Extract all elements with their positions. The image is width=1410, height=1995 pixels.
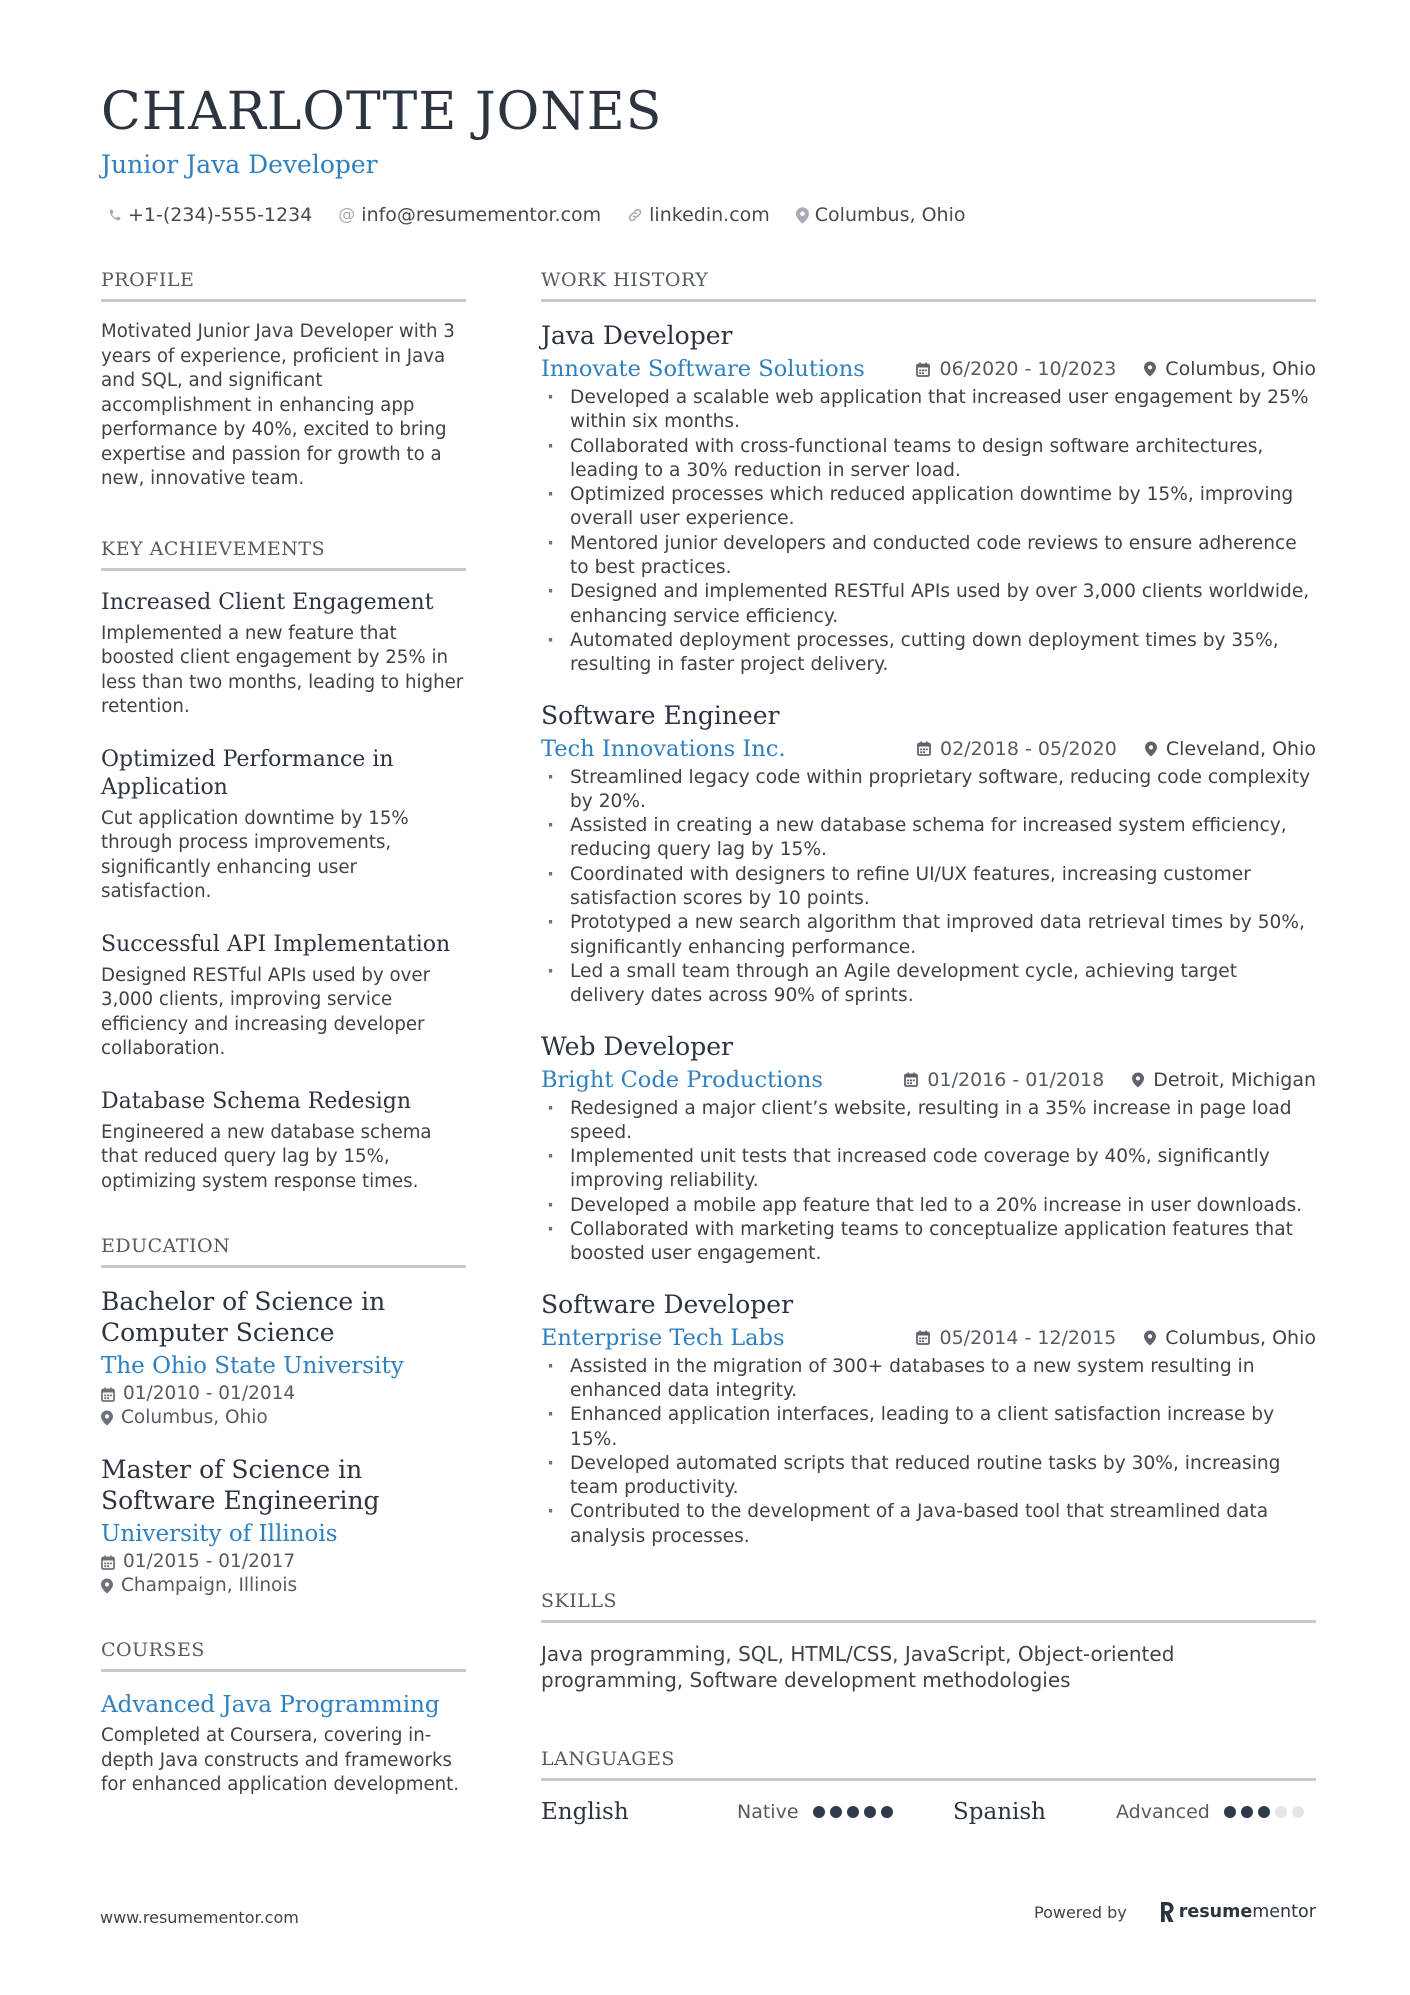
education-dates	[101, 1382, 466, 1406]
list-item: · Contributed to the development of a Java-based tool that streamlined data analysis processes.	[541, 1500, 1316, 1549]
courses-section	[101, 1638, 466, 1798]
profile-section	[101, 268, 466, 492]
section-heading-profile: PROFILE	[101, 268, 466, 302]
language-name: English	[541, 1798, 629, 1825]
skills-section	[541, 1589, 1316, 1693]
map-pin-icon	[1144, 1330, 1156, 1346]
brand-name-a: resume	[1178, 1902, 1253, 1922]
section-heading-work: WORK HISTORY	[541, 268, 1316, 302]
achievement-text: Engineered a new database schema that reduced query lag by 15%, optimizing system response times.	[101, 1121, 432, 1192]
list-item: · Redesigned a major client’s website, resulting in a 35% increase in page load speed.	[541, 1097, 1316, 1146]
job-dates: 01/2016 - 01/2018	[927, 1068, 1105, 1091]
contact-phone-text: +1-(234)-555-1234	[128, 204, 313, 226]
rating-dot-filled	[847, 1806, 859, 1818]
education-school: University of Illinois	[101, 1521, 338, 1547]
calendar-icon	[916, 1330, 930, 1345]
rating-dot-filled	[813, 1806, 825, 1818]
achievement-item	[101, 931, 466, 1062]
education-dates-text: 01/2010 - 01/2014	[123, 1383, 296, 1404]
list-item: · Designed and implemented RESTful APIs used by over 3,000 clients worldwide, enhancing service efficiency.	[541, 580, 1316, 629]
education-location	[101, 1574, 466, 1598]
job-company: Enterprise Tech Labs	[541, 1324, 785, 1351]
list-item: · Mentored junior developers and conducted code reviews to ensure adherence to best practices.	[541, 532, 1316, 581]
education-dates	[101, 1550, 466, 1574]
list-item: · Assisted in the migration of 300+ databases to a new system resulting in enhanced data integrity.	[541, 1355, 1316, 1404]
achievements-section	[101, 537, 466, 1195]
languages-section	[541, 1747, 1316, 1825]
course-text: Completed at Coursera, covering in-depth Java constructs and frameworks for enhanced application development.	[101, 1725, 460, 1795]
language-rating	[1224, 1806, 1309, 1818]
job-location: Columbus, Ohio	[1165, 1326, 1316, 1349]
job-bullets	[541, 766, 1316, 1009]
language-level: Advanced	[1116, 1800, 1210, 1823]
list-item: · Led a small team through an Agile development cycle, achieving target delivery dates across 90% of sprints.	[541, 960, 1316, 1009]
profile-text: Motivated Junior Java Developer with 3 years of experience, proficient in Java and SQL, and significant accomplishment in enhancing app performance by 40%, excited to bring expertise and passion for growth to a new, innovative team.	[101, 321, 455, 489]
contact-email-text: info@resumementor.com	[361, 204, 602, 226]
at-icon: @	[338, 205, 356, 225]
rating-dot-filled	[864, 1806, 876, 1818]
education-degree: Master of Science in Software Engineering	[101, 1455, 380, 1515]
map-pin-icon	[1145, 741, 1157, 757]
map-pin-icon	[1144, 361, 1156, 377]
calendar-icon	[916, 362, 930, 377]
job-dates: 06/2020 - 10/2023	[939, 358, 1117, 380]
brand-name-b: mentor	[1252, 1902, 1316, 1922]
course-title: Advanced Java Programming	[101, 1692, 440, 1718]
job-bullets	[541, 1097, 1316, 1267]
section-heading-courses: COURSES	[101, 1638, 466, 1672]
contact-phone[interactable]	[108, 204, 312, 226]
education-section	[101, 1234, 466, 1598]
right-column	[541, 268, 1316, 1825]
phone-icon	[108, 208, 122, 222]
education-location-text: Columbus, Ohio	[121, 1407, 268, 1428]
job-company: Tech Innovations Inc.	[541, 735, 786, 762]
candidate-title: Junior Java Developer	[101, 150, 378, 179]
rating-dot-filled	[1224, 1806, 1236, 1818]
job-location: Detroit, Michigan	[1153, 1068, 1316, 1091]
achievement-text: Designed RESTful APIs used by over 3,000 clients, improving service efficiency and increasing developer collaboration.	[101, 964, 431, 1059]
calendar-icon	[917, 741, 931, 756]
rating-dot-filled	[881, 1806, 893, 1818]
list-item: · Optimized processes which reduced application downtime by 15%, improving overall user experience.	[541, 483, 1316, 532]
achievement-item	[101, 589, 466, 720]
map-pin-icon	[796, 207, 809, 224]
section-heading-education: EDUCATION	[101, 1234, 466, 1268]
language-item	[541, 1799, 953, 1825]
left-column	[101, 268, 466, 1798]
rating-dot-filled	[1258, 1806, 1270, 1818]
contact-location	[796, 204, 966, 226]
job-dates: 02/2018 - 05/2020	[940, 737, 1117, 760]
achievement-title: Increased Client Engagement	[101, 589, 434, 615]
map-pin-icon	[101, 1578, 113, 1594]
section-heading-achievements: KEY ACHIEVEMENTS	[101, 537, 466, 571]
education-location	[101, 1406, 466, 1430]
calendar-icon	[101, 1555, 115, 1570]
calendar-icon	[904, 1072, 918, 1087]
list-item: · Collaborated with cross-functional teams to design software architectures, leading to a 30% reduction in server load.	[541, 435, 1316, 484]
achievement-item	[101, 746, 466, 905]
job-entry	[541, 1289, 1316, 1549]
list-item: · Prototyped a new search algorithm that improved data retrieval times by 50%, significantly enhancing performance.	[541, 911, 1316, 960]
achievement-title: Successful API Implementation	[101, 931, 451, 957]
achievement-title: Optimized Performance in Application	[101, 746, 394, 800]
language-item	[953, 1799, 1309, 1825]
section-heading-skills: SKILLS	[541, 1589, 1316, 1623]
job-entry	[541, 320, 1316, 678]
list-item: · Collaborated with marketing teams to conceptualize application features that boosted user engagement.	[541, 1218, 1316, 1267]
map-pin-icon	[1132, 1072, 1144, 1088]
job-bullets	[541, 1355, 1316, 1549]
work-history-section	[541, 268, 1316, 1549]
map-pin-icon	[101, 1410, 113, 1426]
language-name: Spanish	[953, 1798, 1046, 1825]
languages-row	[541, 1799, 1316, 1825]
job-bullets	[541, 386, 1316, 678]
list-item: · Developed automated scripts that reduced routine tasks by 30%, increasing team productivity.	[541, 1452, 1316, 1501]
achievement-text: Cut application downtime by 15% through process improvements, significantly enhancing user satisfaction.	[101, 807, 409, 902]
rating-dot-filled	[830, 1806, 842, 1818]
job-dates: 05/2014 - 12/2015	[939, 1326, 1117, 1349]
achievement-item	[101, 1088, 466, 1195]
contact-linkedin-text: linkedin.com	[649, 204, 770, 226]
candidate-name: CHARLOTTE JONES	[101, 82, 663, 142]
rating-dot-empty	[1275, 1806, 1287, 1818]
education-item	[101, 1286, 466, 1430]
contact-email[interactable]	[338, 204, 601, 226]
section-heading-languages: LANGUAGES	[541, 1747, 1316, 1781]
brand-logo[interactable]	[1159, 1902, 1316, 1922]
list-item: · Developed a mobile app feature that led to a 20% increase in user downloads.	[541, 1194, 1316, 1218]
contact-location-text: Columbus, Ohio	[814, 204, 966, 226]
skills-text: Java programming, SQL, HTML/CSS, JavaScript, Object-oriented programming, Software development methodologies	[541, 1641, 1175, 1692]
list-item: · Assisted in creating a new database schema for increased system efficiency, reducing query lag by 15%.	[541, 814, 1316, 863]
calendar-icon	[101, 1387, 115, 1402]
link-icon	[627, 207, 643, 223]
job-company: Innovate Software Solutions	[541, 356, 865, 382]
achievement-text: Implemented a new feature that boosted client engagement by 25% in less than two months, leading to higher retention.	[101, 622, 464, 717]
powered-by-label: Powered by	[1034, 1902, 1127, 1922]
list-item: · Coordinated with designers to refine UI/UX features, increasing customer satisfaction scores by 10 points.	[541, 863, 1316, 912]
language-level: Native	[737, 1800, 799, 1823]
job-company: Bright Code Productions	[541, 1066, 823, 1093]
list-item: · Implemented unit tests that increased code coverage by 40%, significantly improving reliability.	[541, 1145, 1316, 1194]
job-title: Web Developer	[541, 1031, 733, 1061]
education-dates-text: 01/2015 - 01/2017	[123, 1551, 296, 1572]
list-item: · Streamlined legacy code within proprietary software, reducing code complexity by 20%.	[541, 766, 1316, 815]
footer-branding	[1034, 1902, 1316, 1922]
job-location: Columbus, Ohio	[1165, 358, 1316, 380]
list-item: · Enhanced application interfaces, leading to a client satisfaction increase by 15%.	[541, 1403, 1316, 1452]
job-entry	[541, 700, 1316, 1009]
achievement-title: Database Schema Redesign	[101, 1088, 412, 1114]
rating-dot-filled	[1241, 1806, 1253, 1818]
footer-website[interactable]: www.resumementor.com	[100, 1908, 299, 1927]
job-title: Software Engineer	[541, 700, 780, 730]
language-rating	[813, 1806, 898, 1818]
contact-linkedin[interactable]	[627, 204, 770, 226]
contact-bar	[108, 200, 991, 230]
education-item	[101, 1454, 466, 1598]
education-school: The Ohio State University	[101, 1353, 404, 1379]
job-entry	[541, 1031, 1316, 1267]
rating-dot-empty	[1292, 1806, 1304, 1818]
job-title: Java Developer	[541, 321, 733, 350]
list-item: · Developed a scalable web application that increased user engagement by 25% within six months.	[541, 386, 1316, 435]
list-item: · Automated deployment processes, cutting down deployment times by 35%, resulting in faster project delivery.	[541, 629, 1316, 678]
resumementor-logo-icon	[1159, 1902, 1174, 1922]
education-location-text: Champaign, Illinois	[121, 1575, 298, 1596]
job-title: Software Developer	[541, 1289, 794, 1319]
education-degree: Bachelor of Science in Computer Science	[101, 1287, 386, 1347]
job-location: Cleveland, Ohio	[1165, 737, 1316, 760]
